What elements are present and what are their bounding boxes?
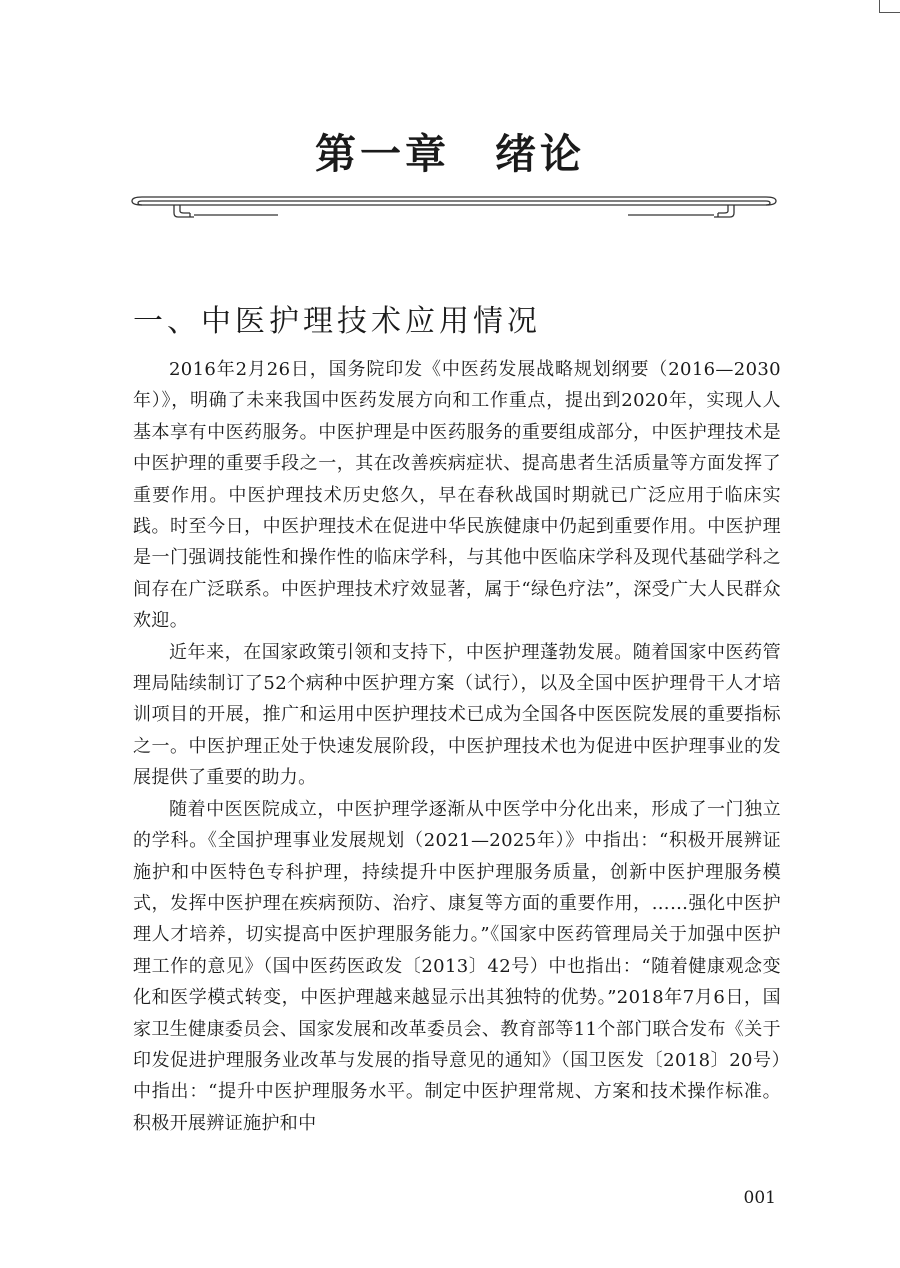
title-ornament	[128, 193, 780, 223]
crop-mark	[879, 0, 900, 13]
page-number: 001	[743, 1188, 776, 1208]
paragraph: 2016年2月26日，国务院印发《中医药发展战略规划纲要（2016—2030年）》，明确了未来我国中医药发展方向和工作重点，提出到2020年，实现人人基本享有中医药服务。中医护理是中医药服务的重要组成部分，中医护理技术是中医护理的重要手段之一，其在改善疾病症状、提高患者生活质量等方面发挥了重要作用。中医护理技术历史悠久，早在春秋战国时期就已广泛应用于临床实践。时至今日，中医护理技术在促进中华民族健康中仍起到重要作用。中医护理是一门强调技能性和操作性的临床学科，与其他中医临床学科及现代基础学科之间存在广泛联系。中医护理技术疗效显著，属于“绿色疗法”，深受广大人民群众欢迎。	[133, 359, 781, 632]
paragraph: 近年来，在国家政策引领和支持下，中医护理蓬勃发展。随着国家中医药管理局陆续制订了52个病种中医护理方案（试行），以及全国中医护理骨干人才培训项目的开展，推广和运用中医护理技术已成为全国各中医医院发展的重要指标之一。中医护理正处于快速发展阶段，中医护理技术也为促进中医护理事业的发展提供了重要的助力。	[133, 641, 781, 789]
body-text	[133, 354, 781, 1139]
chapter-title: 第一章 绪论	[315, 130, 585, 178]
section-heading: 一、中医护理技术应用情况	[133, 304, 541, 339]
paragraph: 随着中医医院成立，中医护理学逐渐从中医学中分化出来，形成了一门独立的学科。《全国护理事业发展规划（2021—2025年）》中指出：“积极开展辨证施护和中医特色专科护理，持续提升中医护理服务质量，创新中医护理服务模式，发挥中医护理在疾病预防、治疗、康复等方面的重要作用，……强化中医护理人才培养，切实提高中医护理服务能力。”《国家中医药管理局关于加强中医护理工作的意见》（国中医药医政发〔2013〕42号）中也指出：“随着健康观念变化和医学模式转变，中医护理越来越显示出其独特的优势。”2018年7月6日，国家卫生健康委员会、国家发展和改革委员会、教育部等11个部门联合发布《关于印发促进护理服务业改革与发展的指导意见的通知》（国卫医发〔2018〕20号）中指出：“提升中医护理服务水平。制定中医护理常规、方案和技术操作标准。积极开展辨证施护和中	[133, 798, 781, 1134]
